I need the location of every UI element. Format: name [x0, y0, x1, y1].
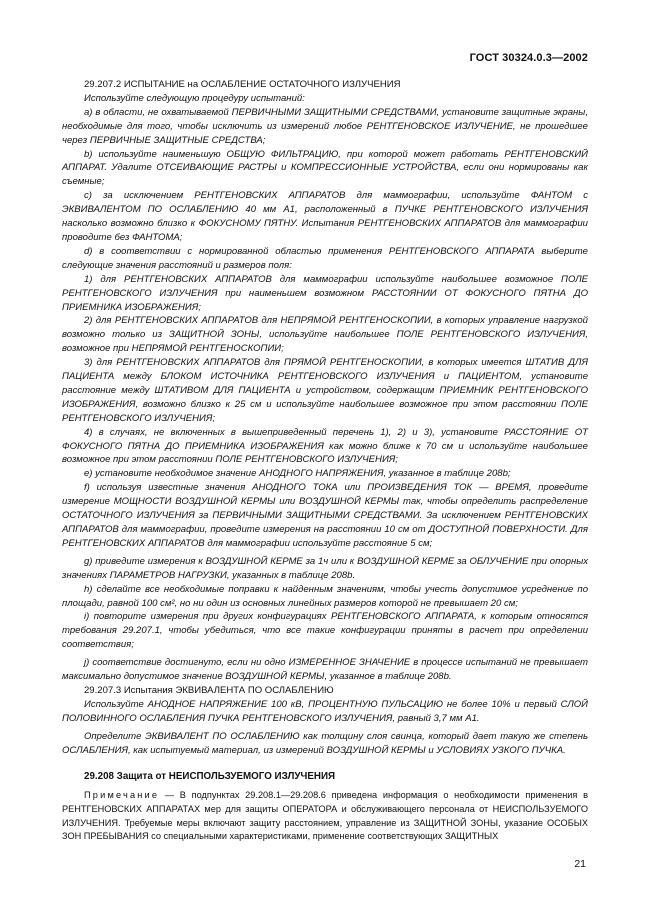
clause-29-207-3-title: 29.207.3 Испытания ЭКВИВАЛЕНТА ПО ОСЛАБЛЕНИЮ [84, 684, 334, 696]
attenuation-test-conditions: Используйте АНОДНОЕ НАПРЯЖЕНИЕ 100 кВ, ПРОЦЕНТНУЮ ПУЛЬСАЦИЮ не более 10% и первый СЛОЙ ПОЛОВИННОГО ОСЛАБЛЕНИЯ ПУЧКА РЕНТГЕНОВСКОГО ИЗЛУЧЕНИЯ, равный 3,7 мм А1. [62, 698, 588, 724]
step-d-4: 4) в случаях, не включенных в вышеприведенный перечень 1), 2) и 3), установите РАССТОЯНИЕ ОТ ФОКУСНОГО ПЯТНА ДО ПРИЕМНИКА ИЗОБРАЖЕНИЯ как можно ближе к 70 см и используйте наибольшее возможное при этом расстоянии ПОЛЕ РЕНТГЕНОВСКОГО ИЗЛУЧЕНИЯ; [62, 426, 588, 466]
section-29-208-heading: 29.208 Защита от НЕИСПОЛЬЗУЕМОГО ИЗЛУЧЕНИЯ [84, 770, 336, 782]
step-e: e) установите необходимое значение АНОДНОГО НАПРЯЖЕНИЯ, указанное в таблице 208b; [84, 468, 511, 480]
document-body [62, 78, 588, 844]
procedure-intro: Используйте следующую процедуру испытаний: [84, 92, 305, 104]
step-f: f) используя известные значения АНОДНОГО ТОКА или ПРОИЗВЕДЕНИЯ ТОК — ВРЕМЯ, проведите измерение МОЩНОСТИ ВОЗДУШНОЙ КЕРМЫ или ВОЗДУШНОЙ КЕРМЫ так, чтобы определить распределение ОСТАТОЧНОГО ИЗЛУЧЕНИЯ за ПЕРВИЧНЫМИ ЗАЩИТНЫМИ СРЕДСТВАМИ. За исключением РЕНТГЕНОВСКИХ АППАРАТОВ для маммографии, проведите измерения на расстоянии 10 см от ДОСТУПНОЙ ПОВЕРХНОСТИ. Для РЕНТГЕНОВСКИХ АППАРАТОВ для маммографии используйте расстояние 5 см; [62, 482, 588, 549]
clause-29-207-2-title: 29.207.2 ИСПЫТАНИЕ на ОСЛАБЛЕНИЕ ОСТАТОЧНОГО ИЗЛУЧЕНИЯ [84, 79, 401, 90]
step-j: j) соответствие достигнуто, если ни одно ИЗМЕРЕННОЕ ЗНАЧЕНИЕ в процессе испытаний не превышает максимально допустимое значение ВОЗДУШНОЙ КЕРМЫ, указанное в таблице 208b. [62, 657, 588, 683]
step-d-3: 3) для РЕНТГЕНОВСКИХ АППАРАТОВ для ПРЯМОЙ РЕНТГЕНОСКОПИИ, в которых имеется ШТАТИВ ДЛЯ ПАЦИЕНТА между БЛОКОМ ИСТОЧНИКА РЕНТГЕНОВСКОГО ИЗЛУЧЕНИЯ и ПАЦИЕНТОМ, установите расстояние между ШТАТИВОМ ДЛЯ ПАЦИЕНТА и устройством, содержащим ПРИЕМНИК РЕНТГЕНОВСКОГО ИЗОБРАЖЕНИЯ, возможно близко к 25 см и используйте наибольшее возможное при этом расстоянии ПОЛЕ РЕНТГЕНОВСКОГО ИЗЛУЧЕНИЯ; [62, 357, 588, 424]
step-d-1: 1) для РЕНТГЕНОВСКИХ АППАРАТОВ для маммографии используйте наибольшее возможное ПОЛЕ РЕНТГЕНОВСКОГО ИЗЛУЧЕНИЯ при наименьшем возможном РАССТОЯНИИ ОТ ФОКУСНОГО ПЯТНА ДО ПРИЕМНИКА ИЗОБРАЖЕНИЯ; [62, 273, 588, 313]
note-paragraph [62, 789, 588, 843]
document-code-header: ГОСТ 30324.0.3—2002 [469, 52, 588, 64]
note-label: Примечание [84, 790, 160, 801]
step-d-2: 2) для РЕНТГЕНОВСКИХ АППАРАТОВ для НЕПРЯМОЙ РЕНТГЕНОСКОПИИ, в которых управление нагрузкой возможно только из ЗАЩИТНОЙ ЗОНЫ, используйте наибольшее ПОЛЕ РЕНТГЕНОВСКОГО ИЗЛУЧЕНИЯ, возможное при НЕПРЯМОЙ РЕНТГЕНОСКОПИИ; [62, 315, 588, 355]
step-d: d) в соответствии с нормированной областью применения РЕНТГЕНОВСКОГО АППАРАТА выберите следующие значения расстояний и размеров поля: [62, 245, 588, 271]
page-number: 21 [574, 858, 586, 870]
attenuation-definition: Определите ЭКВИВАЛЕНТ ПО ОСЛАБЛЕНИЮ как толщину слоя свинца, который дает такую же степень ОСЛАБЛЕНИЯ, как испытуемый материал, из измерений ВОЗДУШНОЙ КЕРМЫ и УСЛОВИЯХ УЗКОГО ПУЧКА. [62, 730, 588, 756]
step-b: b) используйте наименьшую ОБЩУЮ ФИЛЬТРАЦИЮ, при которой может работать РЕНТГЕНОВСКИЙ АППАРАТ. Удалите ОТСЕИВАЮЩИЕ РАСТРЫ и КОМПРЕССИОННЫЕ УСТРОЙСТВА, если они нормированы как съемные; [62, 148, 588, 188]
note-text: — В подпунктах 29.208.1—29.208.6 приведена информация о необходимости применения в РЕНТГЕНОВСКИХ АППАРАТАХ мер для защиты ОПЕРАТОРА и обслуживающего персонала от НЕИСПОЛЬЗУЕМОГО ИЗЛУЧЕНИЯ. Требуемые меры включают защиту расстоянием, управление из ЗАЩИТНОЙ ЗОНЫ, указание ОСОБЫХ ЗОН ПРЕБЫВАНИЯ со специальными характеристиками, применение соответствующих ЗАЩИТНЫХ [62, 790, 588, 842]
step-c: c) за исключением РЕНТГЕНОВСКИХ АППАРАТОВ для маммографии, используйте ФАНТОМ с ЭКВИВАЛЕНТОМ ПО ОСЛАБЛЕНИЮ 40 мм А1, расположенный в ПУЧКЕ РЕНТГЕНОВСКОГО ИЗЛУЧЕНИЯ насколько возможно близко к ФОКУСНОМУ ПЯТНУ. Испытания РЕНТГЕНОВСКИХ АППАРАТОВ для маммографии проводите без ФАНТОМА; [62, 190, 588, 243]
step-g: g) приведите измерения к ВОЗДУШНОЙ КЕРМЕ за 1ч или к ВОЗДУШНОЙ КЕРМЕ за ОБЛУЧЕНИЕ при опорных значениях ПАРАМЕТРОВ НАГРУЗКИ, указанных в таблице 208b. [62, 555, 588, 581]
step-i: i) повторите измерения при других конфигурациях РЕНТГЕНОВСКОГО АППАРАТА, к которым относятся требования 29.207.1, чтобы убедиться, что все такие конфигурации приняты в расчет при определении соответствия; [62, 611, 588, 651]
step-h: h) сделайте все необходимые поправки к найденным значениям, чтобы учесть допустимое усреднение по площади, равной 100 см², но ни один из основных линейных размеров которой не превышает 20 см; [62, 583, 588, 609]
step-a: a) в области, не охватываемой ПЕРВИЧНЫМИ ЗАЩИТНЫМИ СРЕДСТВАМИ, установите защитные экраны, необходимые для того, чтобы исключить из измерений любое РЕНТГЕНОВСКОЕ ИЗЛУЧЕНИЕ, не прошедшее через ПЕРВИЧНЫЕ ЗАЩИТНЫЕ СРЕДСТВА; [62, 106, 588, 146]
